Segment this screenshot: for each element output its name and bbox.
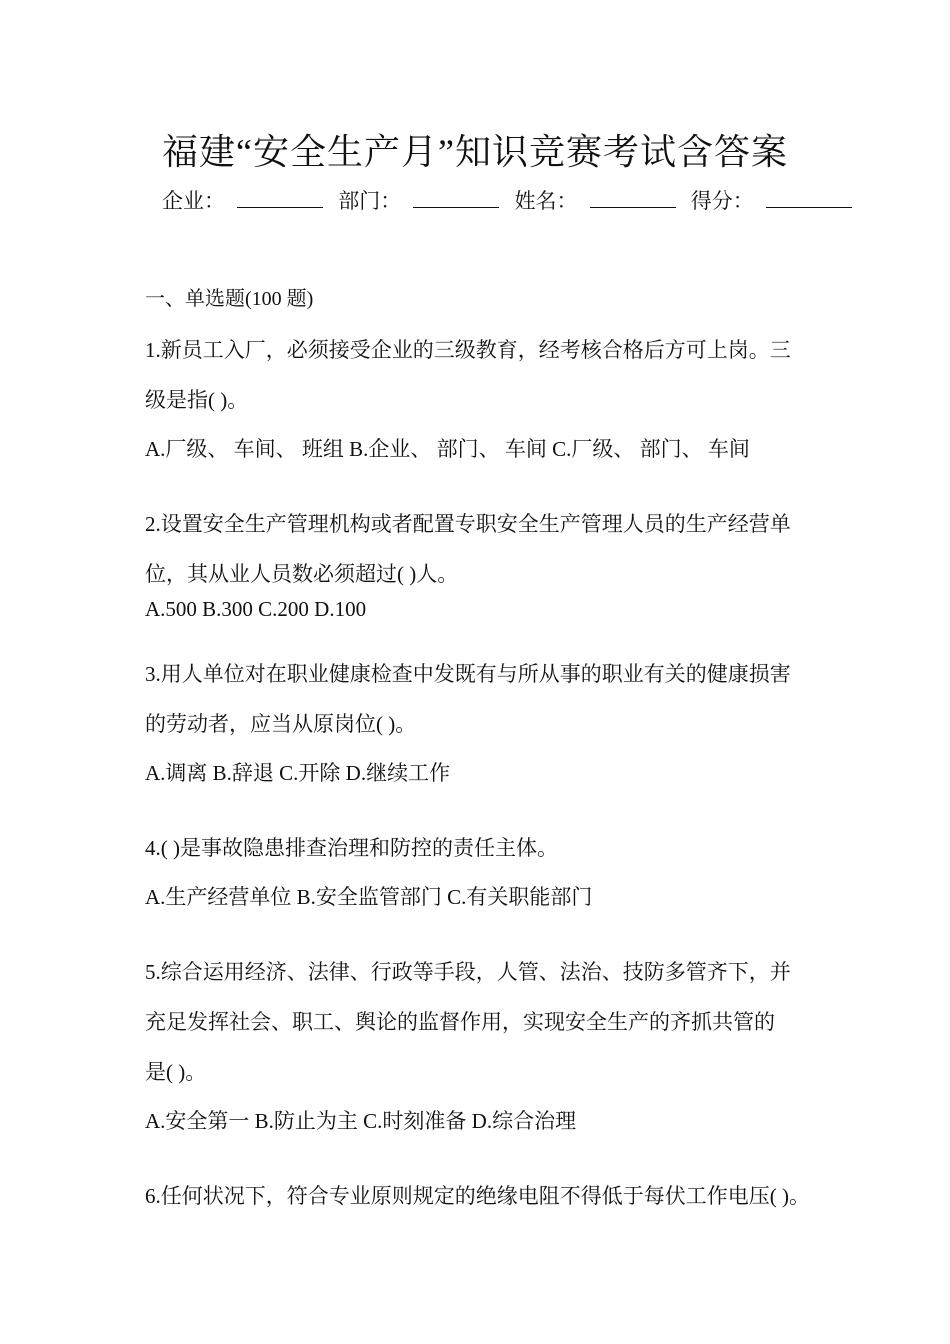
- question-text: 4.( )是事故隐患排查治理和防控的责任主体。: [145, 836, 558, 860]
- name-blank[interactable]: [590, 189, 676, 208]
- question-text: 2.设置安全生产管理机构或者配置专职安全生产管理人员的生产经营单: [145, 512, 791, 536]
- question-options: A.生产经营单位 B.安全监管部门 C.有关职能部门: [145, 885, 593, 909]
- question-text: 的劳动者，应当从原岗位( )。: [145, 712, 417, 736]
- question-text: 5.综合运用经济、法律、行政等手段，人管、法治、技防多管齐下，并: [145, 960, 791, 984]
- question-text: 是( )。: [145, 1060, 207, 1084]
- question-3: [145, 649, 815, 788]
- question-options: A.500 B.300 C.200 D.100: [145, 597, 367, 621]
- question-options: A.安全第一 B.防止为主 C.时刻准备 D.综合治理: [145, 1109, 577, 1133]
- question-options: A.厂级、 车间、 班组 B.企业、 部门、 车间 C.厂级、 部门、 车间: [145, 437, 750, 461]
- question-options: A.调离 B.辞退 C.开除 D.继续工作: [145, 761, 451, 785]
- question-text: 位，其从业人员数必须超过( )人。: [145, 562, 459, 586]
- score-label: 得分：: [690, 189, 754, 213]
- info-fields: [162, 186, 862, 216]
- document-title: 福建“安全生产月”知识竞赛考试含答案: [162, 132, 788, 172]
- question-text: 1.新员工入厂，必须接受企业的三级教育，经考核合格后方可上岗。三: [145, 338, 791, 362]
- question-2: [145, 499, 815, 624]
- question-4: [145, 823, 815, 912]
- score-blank[interactable]: [766, 189, 852, 208]
- question-text: 3.用人单位对在职业健康检查中发既有与所从事的职业有关的健康损害: [145, 662, 791, 686]
- question-text: 充足发挥社会、职工、舆论的监督作用，实现安全生产的齐抓共管的: [145, 1010, 775, 1034]
- question-5: [145, 947, 815, 1136]
- question-text: 6.任何状况下，符合专业原则规定的绝缘电阻不得低于每伏工作电压( )。: [145, 1184, 810, 1208]
- name-label: 姓名：: [514, 189, 578, 213]
- company-blank[interactable]: [237, 189, 323, 208]
- department-blank[interactable]: [413, 189, 499, 208]
- company-label: 企业：: [162, 189, 225, 213]
- question-text: 级是指( )。: [145, 388, 249, 412]
- question-6: [145, 1171, 815, 1221]
- department-label: 部门：: [338, 189, 402, 213]
- question-1: [145, 325, 815, 464]
- section-heading: 一、单选题(100 题): [145, 288, 314, 310]
